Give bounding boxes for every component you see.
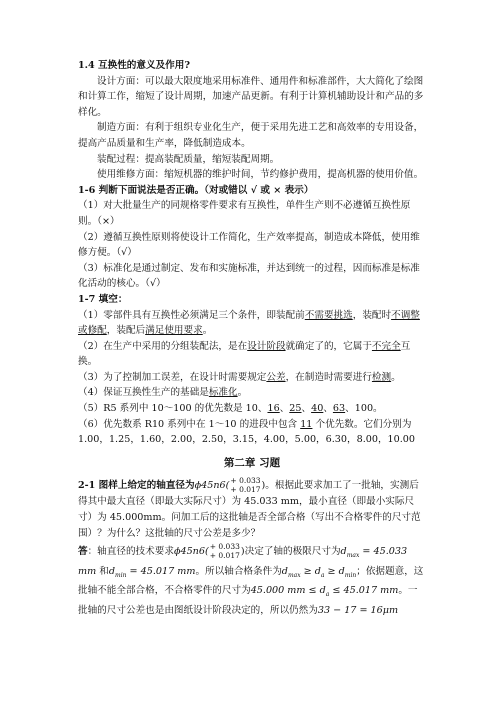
question-2-1: 2-1 图样上给定的轴直径为ϕ45n6( + 0.033 + 0.017 )。根据此要求加工了一批轴，实测后得其中最大直径（即最大实际尺寸）为 45.033 mm，最小直径（即最小实际尺寸）为 45.000mm。问加工后的这批轴是否全部合格（写出不合格零件的尺寸范围）？为什么？这批轴的尺寸公差是多少？ (78, 476, 421, 539)
paragraph-manufacturing: 制造方面：有利于组织专业化生产，便于采用先进工艺和高效率的专用设备，提高产品质量和生产率，降低制造成本。 (78, 122, 424, 149)
paragraph-design: 设计方面：可以最大限度地采用标准件、通用件和标准部件，大大简化了绘图和计算工作，缩短了设计周期，加速产品更新。有利于计算机辅助设计和产品的多样化。 (78, 75, 424, 118)
paragraph-maintenance: 使用维修方面：缩短机器的维护时间，节约修护费用，提高机器的使用价值。 (97, 169, 424, 181)
chapter-title: 第二章 习题 (223, 456, 281, 469)
tolerance-fraction: + 0.033 + 0.017 (230, 476, 261, 494)
answer-tolerance-fraction: + 0.033 + 0.017 (209, 542, 240, 560)
fill-item-5: （5）R5 系列中 10～100 的优先数是 10、16、25、40、63、100。 (78, 403, 383, 415)
fill-item-4: （4）保证互换性生产的基础是标准化。 (78, 387, 248, 399)
section-heading-1-7: 1-7 填空： (78, 293, 128, 305)
answer-2-1: 答：轴直径的技术要求ϕ45n6( + 0.033 + 0.017 )决定了轴的极限尺寸为$d_{max} = 45.033$ mm 和$d_{min} = 45.017$ mm。所以轴合格条件为$d_{max} \ge d_a \ge d_{min}$；依据题意，这批轴不能全部合格，不合格零件的尺寸为45.000 mm ≤ $d_a \le 45.017$ mm。一批轴的尺寸公差也是由图纸设计阶段决定的，所以仍然为33 − 17 = 16μm (78, 542, 424, 616)
section-heading-1-4: 1.4 互换性的意义及作用? (78, 60, 190, 71)
fill-item-2: （2）在生产中采用的分组装配法，是在设计阶段就确定了的，它属于不完全互换。 (78, 340, 411, 368)
fill-item-3: （3）为了控制加工误差，在设计时需要规定公差，在制造时需要进行检测。 (78, 371, 401, 383)
judgement-item-3: （3）标准化是通过制定、发布和实施标准，并达到统一的过程，因而标准是标准化活动的核心。（√） (78, 262, 420, 290)
section-heading-1-6: 1-6 判断下面说法是否正确。（对或错以 √ 或 × 表示） (78, 184, 314, 196)
judgement-item-2: （2）遵循互换性原则将使设计工作简化，生产效率提高，制造成本降低，使用维修方便。（√） (78, 231, 420, 259)
fill-item-1: （1）零部件具有互换性必须满足三个条件，即装配前不需要挑选，装配时不调整或修配，装配后满足使用要求。 (78, 309, 420, 337)
document-body (78, 58, 426, 618)
paragraph-assembly: 装配过程：提高装配质量，缩短装配周期。 (97, 153, 280, 165)
judgement-item-1: （1）对大批量生产的同规格零件要求有互换性，单件生产则不必遵循互换性原则。（×） (78, 200, 411, 227)
fill-item-6: （6）优先数系 R10 系列中在 1～10 的进段中包含 11 个优先数。它们分别为 1.00，1.25，1.60，2.00，2.50，3.15，4.00，5.00，6.30，8.00，10.00 (78, 418, 416, 446)
